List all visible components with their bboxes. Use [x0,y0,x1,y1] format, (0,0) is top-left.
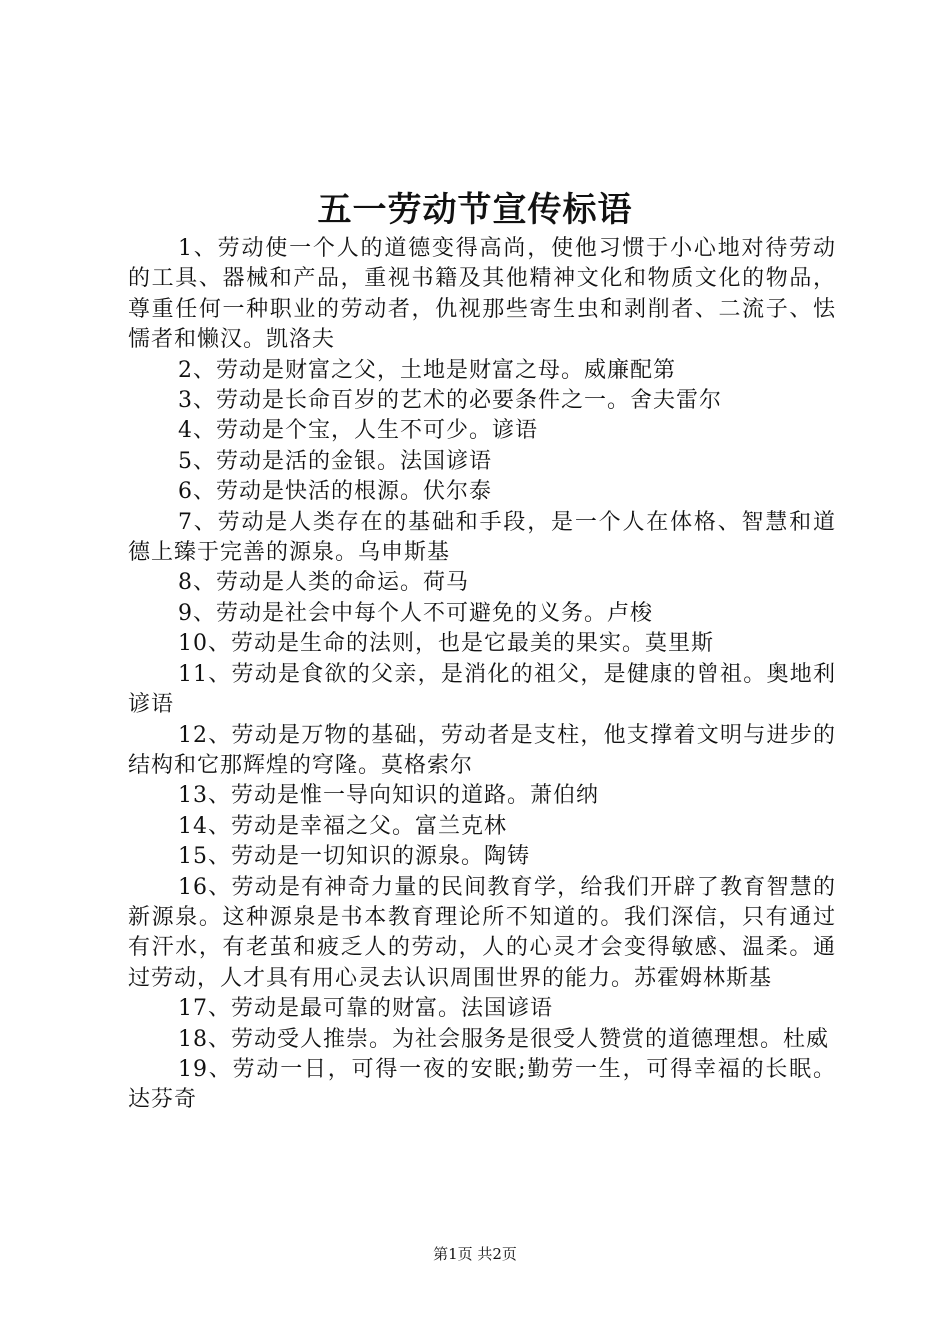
page-number-footer: 第1页 共2页 [433,1245,517,1263]
slogan-paragraph: 10、劳动是生命的法则，也是它最美的果实。莫里斯 [178,631,714,657]
slogan-paragraph: 5、劳动是活的金银。法国谚语 [178,448,492,474]
slogan-paragraph: 2、劳动是财富之父，土地是财富之母。威廉配第 [178,357,676,383]
slogan-paragraph: 3、劳动是长命百岁的艺术的必要条件之一。舍夫雷尔 [178,388,722,414]
slogan-paragraph: 12、劳动是万物的基础，劳动者是支柱，他支撑着文明与进步的结构和它那辉煌的穹隆。莫格索尔 [128,722,836,778]
document-title: 五一劳动节宣传标语 [317,190,633,230]
slogan-paragraph: 14、劳动是幸福之父。富兰克林 [178,813,507,839]
slogan-paragraph: 16、劳动是有神奇力量的民间教育学，给我们开辟了教育智慧的新源泉。这种源泉是书本教育理论所不知道的。我们深信，只有通过有汗水，有老茧和疲乏人的劳动，人的心灵才会变得敏感、温柔。通过劳动，人才具有用心灵去认识周围世界的能力。苏霍姆林斯基 [128,874,836,991]
slogan-paragraph: 4、劳动是个宝，人生不可少。谚语 [178,418,538,444]
slogan-paragraph: 1、劳动使一个人的道德变得高尚，使他习惯于小心地对待劳动的工具、器械和产品，重视书籍及其他精神文化和物质文化的物品，尊重任何一种职业的劳动者，仇视那些寄生虫和剥削者、二流子、怯懦者和懒汉。凯洛夫 [128,236,836,353]
slogan-paragraph: 6、劳动是快活的根源。伏尔泰 [178,479,492,505]
slogan-paragraph: 9、劳动是社会中每个人不可避免的义务。卢梭 [178,600,653,626]
slogan-paragraph: 17、劳动是最可靠的财富。法国谚语 [178,996,553,1022]
slogan-paragraph: 18、劳动受人推崇。为社会服务是很受人赞赏的道德理想。杜威 [178,1026,829,1052]
slogan-paragraph: 15、劳动是一切知识的源泉。陶铸 [178,844,530,870]
slogan-paragraph: 19、劳动一日，可得一夜的安眠;勤劳一生，可得幸福的长眠。达芬奇 [128,1056,836,1113]
slogan-paragraph: 11、劳动是食欲的父亲，是消化的祖父，是健康的曾祖。奥地利谚语 [128,661,836,718]
slogan-list [128,234,836,1116]
slogan-paragraph: 13、劳动是惟一导向知识的道路。萧伯纳 [178,783,599,809]
slogan-paragraph: 8、劳动是人类的命运。荷马 [178,570,469,596]
slogan-paragraph: 7、劳动是人类存在的基础和手段，是一个人在体格、智慧和道德上臻于完善的源泉。乌申斯基 [128,509,836,566]
